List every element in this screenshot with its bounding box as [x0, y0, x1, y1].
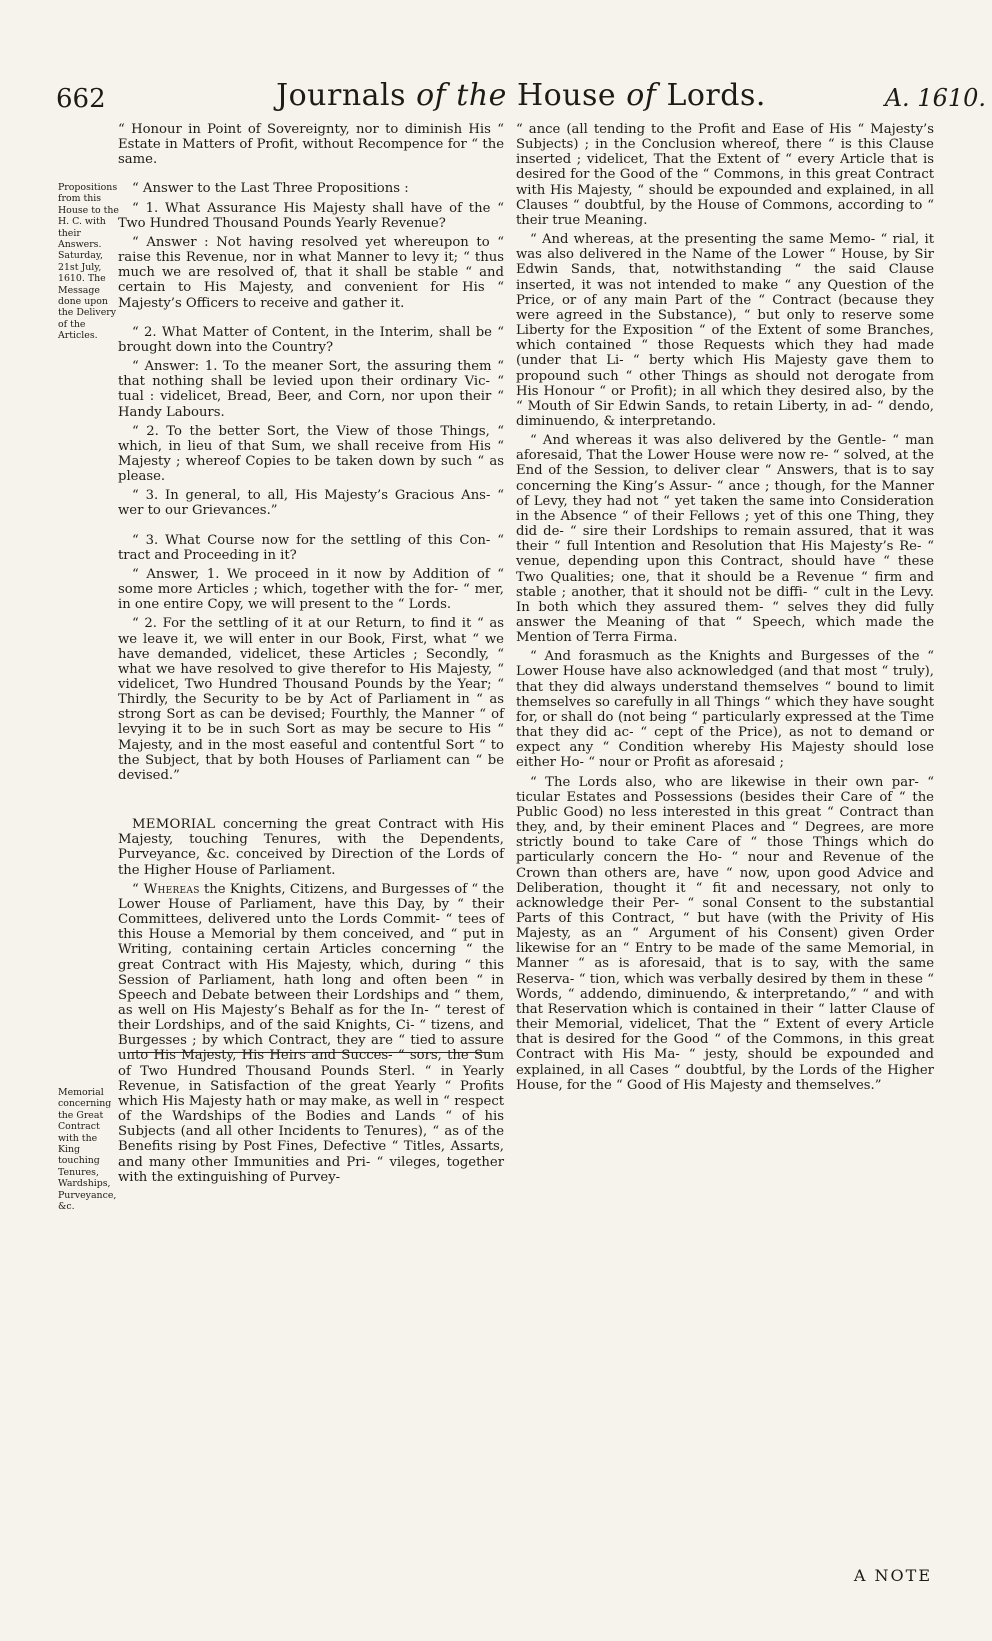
paragraph: “ ance (all tending to the Profit and Ease of His “ Majesty’s Subjects) ; in the Conclusion whereof, there “ is this Clause inserted ; videlicet, That the Extent of “ every Article that is desired for the Good of the “ Commons, in this great Contract with His Majesty, “ should be expounded and explained, in all Clauses “ doubtful, by the House of Commons, according to “ their true Meaning. [516, 122, 934, 228]
year-label: A. 1610. [884, 84, 986, 112]
memorial-lead-word: MEMORIAL [132, 817, 216, 833]
memorial-body [118, 882, 504, 1185]
paragraph: “ Honour in Point of Sovereignty, nor to diminish His “ Estate in Matters of Profit, without Recompence for “ the same. [118, 122, 504, 168]
paragraph: “ And whereas it was also delivered by the Gentle- “ man aforesaid, That the Lower House were now re- “ solved, at the End of the Session, to deliver clear “ Answers, that is to say concerning the King’s Assur- “ ance ; though, for the Manner of Levy, they had not “ yet taken the same into Consideration in the Absence “ of their Fellows ; yet of this one Thing, they did de- “ sire their Lordships to remain assured, that it was their “ full Intention and Resolution that His Majesty’s Re- “ venue, depending upon this Contract, should have “ these Two Qualities; one, that it should be a Revenue “ firm and stable ; another, that it should not be diffi- “ cult in the Levy. In both which they assured them- “ selves they did fully answer the Meaning of that “ Speech, which made the Mention of Terra Firma. [516, 433, 934, 646]
paragraph: “ Answer, 1. We proceed in it now by Addition of “ some more Articles ; which, together with the for- “ mer, in one entire Copy, we will present to the “ Lords. [118, 566, 504, 613]
paragraph: “ 2. For the settling of it at our Return, to find it “ as we leave it, we will enter in our Book, First, what “ we have demanded, videlicet, these Articles ; Secondly, “ what we have resolved to give therefor to His Majesty, “ videlicet, Two Hundred Thousand Pounds by the Year; “ Thirdly, the Security to be by Act of Parliament in “ as strong Sort as can be devised; Fourthly, the Manner “ of levying it to be in such Sort as may be secure to His “ Majesty, and in the most easeful and contentful Sort “ to the Subject, that by both Houses of Parliament can “ be devised.” [118, 616, 504, 783]
paragraph: “ The Lords also, who are likewise in their own par- “ ticular Estates and Possessions (besides their Care of “ the Public Good) no less interested in this great “ Contract than they, and, by their eminent Places and “ Degrees, are more strictly bound to take Care of “ those Things which do particularly concern the Ho- “ nour and Revenue of the Crown than others are, have “ now, upon good Advice and Deliberation, thought it “ fit and necessary, not only to acknowledge their Per- “ sonal Consent to the substantial Parts of this Contract, “ but have (with the Privity of His Majesty, as an “ Argument of his Consent) given Order likewise for an “ Entry to be made of the same Memorial, in Manner “ as is aforesaid, that is to say, with the same Reserva- “ tion, which was verbally desired by them in these “ Words, “ addendo, diminuendo, & interpretando,” “ and with that Reservation which is contained in their “ latter Clause of their Memorial, videlicet, That the “ Extent of every Article that is desired for the Good “ of the Commons, in this great Contract with His Ma- “ jesty, should be expounded and explained, in all Cases “ doubtful, by the Lords of the Higher House, for the “ Good of His Majesty and themselves.” [516, 774, 934, 1093]
memorial-body-text: the Knights, Citizens, and Burgesses of “ the Lower House of Parliament, have this Day, by “ their Committees, delivered unto the Lords Commit- “ tees of this House a Memorial by them conceived, and “ put in Writing, containing certain Articles concerning “ the great Contract with His Majesty, which, during “ this Session of Parliament, hath long and often been “ in Speech and Debate between their Lordships and “ them, as well on His Majesty’s Behalf as for the In- “ terest of their Lordships, and of the said Knights, Ci- “ tizens, and Burgesses ; by which Contract, they are “ tied to assure unto His Majesty, His Heirs and Succes- “ sors, the Sum of Two Hundred Thousand Pounds Sterl. “ in Yearly Revenue, in Satisfaction of the great Yearly “ Profits which His Majesty hath or may make, as well in “ respect of the Wardships of the Bodies and Lands “ of his Subjects (and all other Incidents to Tenures), “ as of the Benefits rising by Post Fines, Defective “ Titles, Assarts, and many other Immunities and Pri- “ vileges, together with the extinguishing of Purvey- [118, 881, 504, 1185]
memorial-heading [118, 817, 504, 878]
page-number: 662 [56, 84, 106, 114]
paragraph: “ And whereas, at the presenting the same Memo- “ rial, it was also delivered in the Name of the Lower “ House, by Sir Edwin Sands, that, notwithstanding “ the said Clause inserted, it was not intended to make “ any Question of the Price, or of any main Part of the “ Contract (because they were agreed in the Substance), “ but only to reserve some Liberty for the Exposition “ of the Extent of some Branches, which contained “ those Requests which they had made (under that Li- “ berty which His Majesty gave them to propound such “ other Things as should not derogate from His Honour “ or Profit); in all which they desired also, by the “ Mouth of Sir Edwin Sands, to retain Liberty, in ad- “ dendo, diminuendo, & interpretando. [516, 232, 934, 429]
catchword: A NOTE [853, 1566, 932, 1585]
margin-note-memorial: Memorial concerning the Great Contract with the King touching Tenures, Wardships, Purveyance, &c. [58, 1087, 117, 1213]
paragraph: “ 2. To the better Sort, the View of those Things, “ which, in lieu of that Sum, we shall receive from His “ Majesty ; whereof Copies to be taken down by such “ as please. [118, 423, 504, 485]
margin-note-propositions: Propositions from this House to the H. C. with their Answers. Saturday, 21st July, 1610. The Message done upon the Delivery of the Articles. [58, 182, 119, 342]
title-word: of the [416, 78, 507, 113]
paragraph: “ Answer: 1. To the meaner Sort, the assuring them “ that nothing shall be levied upon their ordinary Vic- “ tual : videlicet, Bread, Beer, and Corn, nor upon their “ Handy Labours. [118, 359, 504, 420]
title-word: Journals [276, 78, 407, 113]
running-title [56, 78, 986, 113]
title-word: House [516, 78, 617, 113]
left-column [118, 122, 504, 1189]
paragraph: “ 3. In general, to all, His Majesty’s Gracious Ans- “ wer to our Grievances.” [118, 488, 504, 519]
section-divider [130, 1052, 490, 1053]
paragraph: “ 1. What Assurance His Majesty shall have of the “ Two Hundred Thousand Pounds Yearly Revenue? [118, 200, 504, 231]
paragraph: “ 3. What Course now for the settling of this Con- “ tract and Proceeding in it? [118, 532, 504, 563]
memorial-body-lead: “ Whereas [132, 881, 200, 897]
paragraph: “ Answer to the Last Three Propositions : [132, 181, 409, 197]
paragraph: “ Answer : Not having resolved yet whereupon to “ raise this Revenue, nor in what Manner to levy it; “ thus much we are resolved of, that it shall be stable “ and certain to His Majesty, and convenient for His “ Majesty’s Officers to receive and gather it. [118, 234, 504, 311]
right-column [516, 122, 934, 1097]
title-word: of [626, 78, 657, 113]
page-header [56, 70, 986, 120]
memorial-heading-text: concerning the great Contract with His Majesty, touching Tenures, with the Dependents, Purveyance, &c. conceived by Direction of the Lords of the Higher House of Parliament. [118, 817, 504, 878]
paragraph: “ And forasmuch as the Knights and Burgesses of the “ Lower House have also acknowledged (and that most “ truly), that they did always understand themselves “ bound to limit themselves so carefully in all Things “ which they have sought for, or shall do (not being “ particularly expressed at the Time that they did ac- “ cept of the Price), as not to demand or expect any “ Condition whereby His Majesty should lose either Ho- “ nour or Profit as aforesaid ; [516, 649, 934, 771]
paragraph: “ 2. What Matter of Content, in the Interim, shall be “ brought down into the Country? [118, 324, 504, 355]
title-word: Lords. [666, 78, 766, 113]
